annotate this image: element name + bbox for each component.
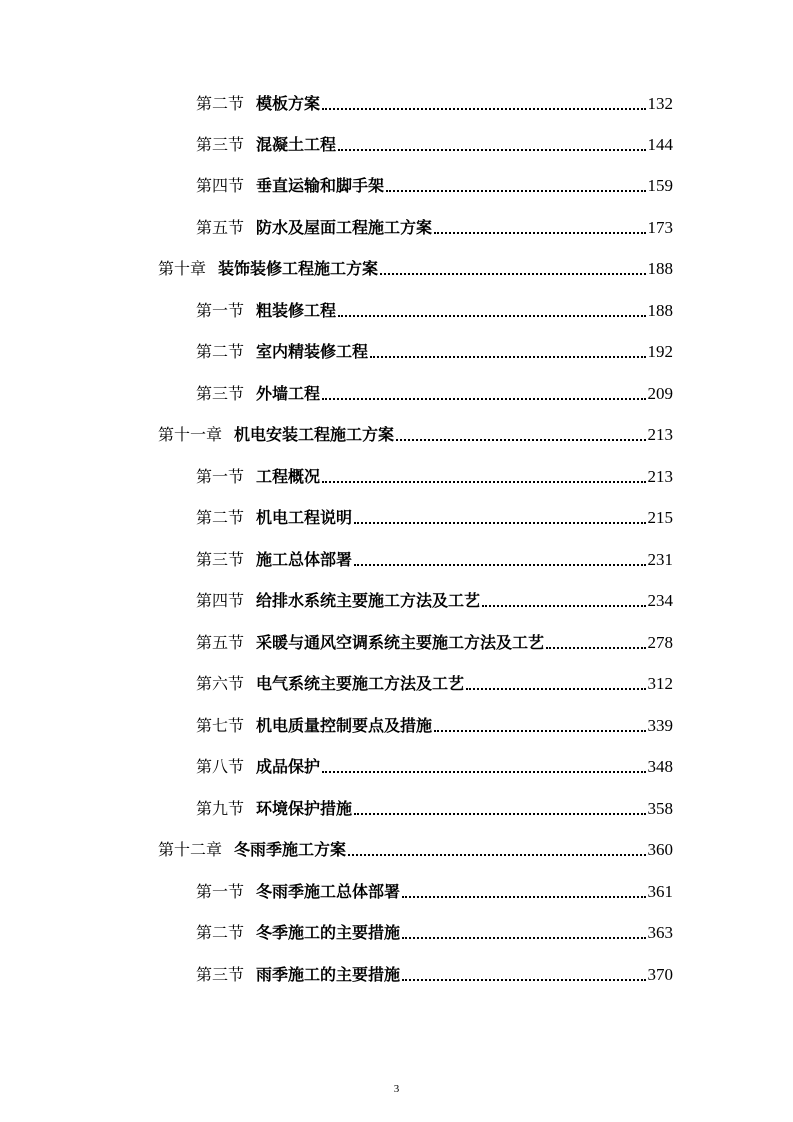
dot-leader — [402, 937, 645, 939]
toc-entry-number: 第二节 — [196, 923, 245, 942]
toc-entry[interactable] — [196, 88, 673, 114]
toc-entry-page: 213 — [647, 425, 673, 444]
toc-entry-number: 第一节 — [196, 882, 245, 901]
toc-entry-page: 234 — [647, 591, 673, 610]
toc-entry[interactable] — [196, 295, 673, 321]
toc-entry[interactable] — [196, 917, 673, 943]
toc-entry-title: 机电安装工程施工方案 — [234, 425, 395, 444]
toc-entry-page: 363 — [647, 923, 673, 942]
toc-entry-title: 采暖与通风空调系统主要施工方法及工艺 — [256, 633, 545, 652]
toc-entry-number: 第八节 — [196, 757, 245, 776]
toc-entry-page: 358 — [647, 799, 673, 818]
dot-leader — [466, 688, 645, 690]
toc-entry[interactable] — [196, 627, 673, 653]
toc-chapter-entry[interactable] — [158, 253, 673, 279]
dot-leader — [354, 564, 645, 566]
dot-leader — [370, 356, 645, 358]
toc-entry-page: 188 — [647, 301, 673, 320]
dot-leader — [402, 896, 645, 898]
toc-entry-number: 第五节 — [196, 633, 245, 652]
toc-entry[interactable] — [196, 129, 673, 155]
toc-chapter-entry[interactable] — [158, 834, 673, 860]
toc-entry-number: 第十章 — [158, 259, 207, 278]
dot-leader — [434, 730, 645, 732]
toc-entry[interactable] — [196, 710, 673, 736]
toc-entry-number: 第十一章 — [158, 425, 223, 444]
toc-entry-title: 冬雨季施工总体部署 — [256, 882, 401, 901]
toc-entry-number: 第三节 — [196, 550, 245, 569]
toc-entry[interactable] — [196, 502, 673, 528]
dot-leader — [338, 149, 645, 151]
dot-leader — [354, 813, 645, 815]
dot-leader — [322, 481, 645, 483]
toc-entry-title: 机电质量控制要点及措施 — [256, 716, 433, 735]
toc-entry-title: 防水及屋面工程施工方案 — [256, 218, 433, 237]
toc-entry-title: 施工总体部署 — [256, 550, 353, 569]
toc-entry-title: 室内精装修工程 — [256, 342, 369, 361]
toc-entry-page: 278 — [647, 633, 673, 652]
toc-entry-number: 第十二章 — [158, 840, 223, 859]
toc-entry-page: 132 — [647, 94, 673, 113]
toc-entry-page: 192 — [647, 342, 673, 361]
dot-leader — [402, 979, 645, 981]
toc-entry-number: 第二节 — [196, 508, 245, 527]
toc-entry-number: 第一节 — [196, 467, 245, 486]
toc-entry-number: 第二节 — [196, 94, 245, 113]
toc-entry-number: 第四节 — [196, 176, 245, 195]
dot-leader — [354, 522, 645, 524]
dot-leader — [322, 108, 645, 110]
dot-leader — [386, 190, 645, 192]
toc-entry-page: 209 — [647, 384, 673, 403]
toc-entry-title: 混凝土工程 — [256, 135, 337, 154]
toc-entry-number: 第三节 — [196, 384, 245, 403]
toc-entry-title: 装饰装修工程施工方案 — [218, 259, 379, 278]
toc-entry-page: 348 — [647, 757, 673, 776]
toc-entry-number: 第六节 — [196, 674, 245, 693]
toc-entry[interactable] — [196, 959, 673, 985]
toc-entry[interactable] — [196, 461, 673, 487]
toc-entry-page: 370 — [647, 965, 673, 984]
toc-entry-number: 第九节 — [196, 799, 245, 818]
toc-entry-title: 冬雨季施工方案 — [234, 840, 347, 859]
toc-entry[interactable] — [196, 876, 673, 902]
dot-leader — [482, 605, 645, 607]
toc-entry-page: 312 — [647, 674, 673, 693]
toc-entry-page: 213 — [647, 467, 673, 486]
toc-entry-title: 环境保护措施 — [256, 799, 353, 818]
dot-leader — [434, 232, 645, 234]
toc-entry[interactable] — [196, 793, 673, 819]
toc-entry-number: 第四节 — [196, 591, 245, 610]
dot-leader — [322, 771, 645, 773]
toc-entry-number: 第二节 — [196, 342, 245, 361]
toc-entry-title: 外墙工程 — [256, 384, 321, 403]
page-number: 3 — [393, 1083, 400, 1095]
toc-entry-page: 339 — [647, 716, 673, 735]
toc-entry-number: 第三节 — [196, 135, 245, 154]
toc-entry-number: 第一节 — [196, 301, 245, 320]
dot-leader — [396, 439, 645, 441]
toc-entry[interactable] — [196, 751, 673, 777]
toc-entry-title: 给排水系统主要施工方法及工艺 — [256, 591, 481, 610]
toc-entry-page: 173 — [647, 218, 673, 237]
toc-entry[interactable] — [196, 585, 673, 611]
toc-entry-title: 粗装修工程 — [256, 301, 337, 320]
toc-chapter-entry[interactable] — [158, 419, 673, 445]
toc-entry-title: 成品保护 — [256, 757, 321, 776]
toc-entry-number: 第七节 — [196, 716, 245, 735]
toc-entry-title: 垂直运输和脚手架 — [256, 176, 385, 195]
toc-entry-title: 冬季施工的主要措施 — [256, 923, 401, 942]
toc-entry[interactable] — [196, 212, 673, 238]
dot-leader — [338, 315, 645, 317]
dot-leader — [322, 398, 645, 400]
toc-entry-page: 360 — [647, 840, 673, 859]
toc-entry[interactable] — [196, 668, 673, 694]
toc-entry-page: 144 — [647, 135, 673, 154]
dot-leader — [348, 854, 645, 856]
toc-entry-page: 159 — [647, 176, 673, 195]
dot-leader — [380, 273, 645, 275]
toc-entry-title: 雨季施工的主要措施 — [256, 965, 401, 984]
toc-entry-title: 工程概况 — [256, 467, 321, 486]
toc-entry-page: 361 — [647, 882, 673, 901]
toc-entry-number: 第三节 — [196, 965, 245, 984]
toc-entry-title: 模板方案 — [256, 94, 321, 113]
toc-entry-page: 188 — [647, 259, 673, 278]
toc-entry[interactable] — [196, 378, 673, 404]
toc-entry-title: 电气系统主要施工方法及工艺 — [256, 674, 465, 693]
toc-entry[interactable] — [196, 336, 673, 362]
dot-leader — [546, 647, 645, 649]
toc-entry-page: 231 — [647, 550, 673, 569]
toc-entry-title: 机电工程说明 — [256, 508, 353, 527]
toc-entry-number: 第五节 — [196, 218, 245, 237]
toc-entry[interactable] — [196, 170, 673, 196]
toc-entry[interactable] — [196, 544, 673, 570]
toc-entry-page: 215 — [647, 508, 673, 527]
